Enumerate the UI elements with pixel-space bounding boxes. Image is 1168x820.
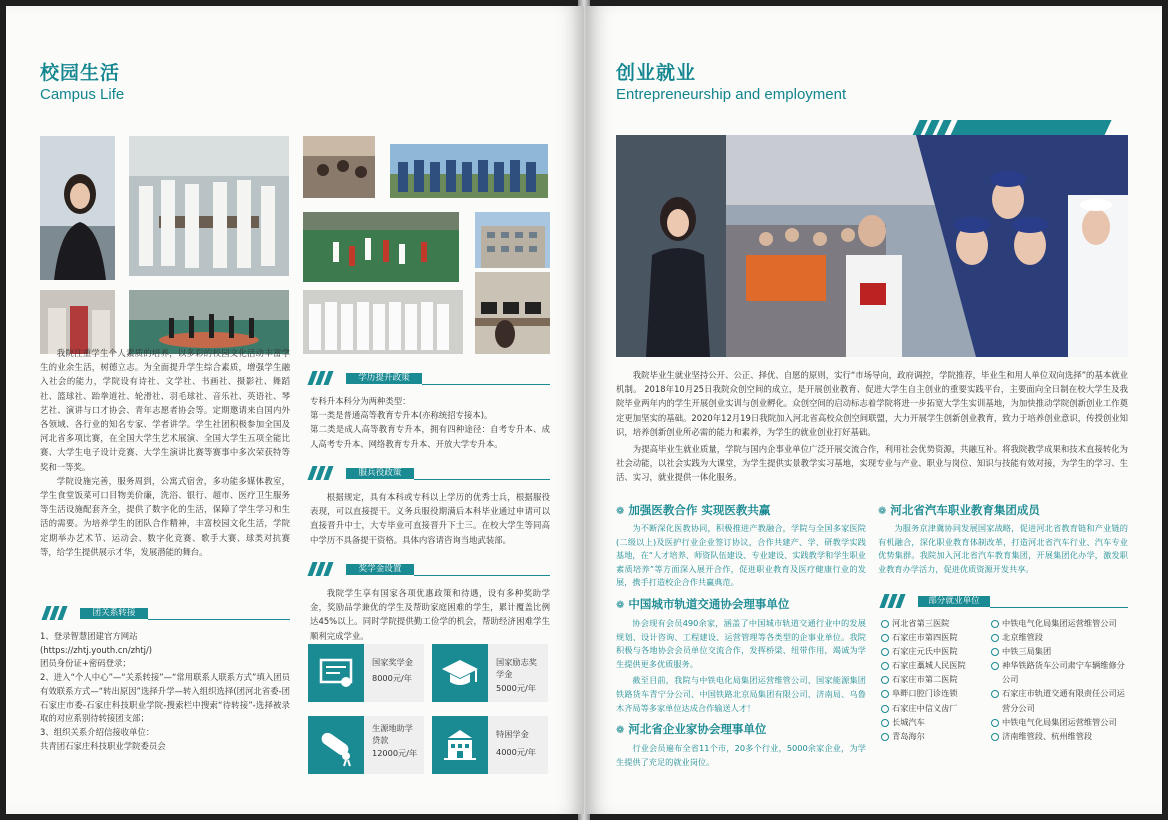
list-item: 石家庄中信义齿厂	[880, 701, 992, 715]
page-title: 创业就业	[616, 62, 697, 84]
campus-intro	[40, 346, 290, 559]
section-xueli-label: 学历提升政策	[346, 373, 422, 384]
gear-icon: ❁	[616, 725, 625, 736]
gear-icon: ❁	[616, 506, 625, 517]
section-fubing	[306, 466, 550, 480]
jiang-paragraph: 我院学生享有国家各项优惠政策和待遇，设有多种奖助学金，奖励品学兼优的学生及帮助家庭困难的学生，累计覆盖比例达45%以上。同时学院提供勤工俭学的机会，帮助经济困难学生顺利完成学业。	[310, 588, 550, 641]
campus-intro-p1: 我院注重学生个人素质的培养，以多彩的校园文化活动丰富学生的业余生活，树德立志。为全面提升学生综合素质，增强学生融入社会的能力，学院设有诗社、文学社、书画社、摄影社、舞蹈社、篮球社、跆拳道社、轮滑社、羽毛球社、音乐社、英语社、琴艺社、演讲与口才协会、青年志愿者协会等。定期邀请来自国内外各领域、各行业的知名专家、学者讲学。学生社团积极参加全国及河北省多项比赛，在全国大学生艺术展演、全国大学生五项全能比赛、大学生电子设计竞赛、大学生演讲比赛等赛事中多次荣获特等奖和一等奖。	[40, 348, 290, 472]
xueli-line: 第二类是成人高等教育专升本，拥有四种途径：自考专升本、成人高考专升本、网络教育专升本、开放大学专升本。	[310, 424, 550, 449]
list-item: 石家庄市第四医院	[880, 630, 992, 644]
photo-building	[475, 212, 550, 268]
list-item: 中铁电气化局集团运营维管公司	[990, 715, 1130, 729]
medical-paragraph: 为不断深化医教协同，积极推进产教融合，学院与全国多家医院(二级以上)及医护行业企业签订协议，合作共建产、学、研教学实践基地，在“人才培养、师资队伍建设、专业建设、实践教学和学生职业素质培养”等方面深入展开合作，促进职业教育及医疗健康行业的发展，携手打造校企合作共赢典范。	[616, 523, 866, 588]
list-item: 中铁电气化局集团运营维管公司	[990, 616, 1130, 630]
list-item: 中铁三局集团	[990, 644, 1130, 658]
left-page	[6, 6, 584, 814]
photo-computer-lab	[475, 272, 550, 354]
subheading-auto-text: 河北省汽车职业教育集团成员	[890, 503, 1040, 517]
tuan-line: 1、登录智慧团建官方网站	[40, 631, 138, 641]
subheading-rail	[616, 596, 789, 612]
list-item: 石家庄元氏中医院	[880, 644, 992, 658]
scholarship-name: 国家奖学金	[372, 657, 413, 667]
section-xueli	[306, 371, 550, 385]
list-item: 河北省第三医院	[880, 616, 992, 630]
subheading-medical	[616, 502, 770, 518]
list-item: 石家庄市轨道交通有限责任公司运营分公司	[990, 686, 1130, 714]
scholarship-card	[432, 716, 548, 774]
list-item: 石家庄市第二医院	[880, 672, 992, 686]
tuan-line: 团员身份证+密码登录；	[40, 658, 131, 669]
scholarship-amount: 4000元/年	[496, 747, 536, 757]
section-jiang-label: 奖学金设置	[346, 564, 414, 575]
subheading-entrepreneur-text: 河北省企业家协会理事单位	[628, 722, 767, 736]
units-list-right	[990, 616, 1130, 743]
diploma-scroll-icon	[308, 716, 364, 774]
page-title: 校园生活	[40, 62, 121, 84]
medical-text	[616, 522, 866, 590]
photo-group-outdoor	[390, 144, 548, 198]
tuan-line: 共青团石家庄科技职业学院委员会	[40, 740, 166, 751]
photo-ethnic-dance	[40, 290, 115, 354]
gear-icon: ❁	[878, 506, 887, 517]
school-building-icon	[432, 716, 488, 774]
photo-employment-collage	[616, 135, 1128, 357]
photo-student-portrait	[40, 136, 115, 280]
gear-icon: ❁	[616, 600, 625, 611]
scholarship-name: 生源地助学贷款	[372, 723, 413, 745]
xueli-text	[310, 394, 550, 451]
rail-text	[616, 617, 866, 715]
photo-classroom	[303, 136, 375, 198]
page-subtitle: Entrepreneurship and employment	[616, 86, 847, 103]
photo-nurse-ceremony	[303, 290, 463, 354]
entrepreneur-paragraph: 行业会员遍布全省11个市，20多个行业，5000余家企业，为学生提供了充足的就业岗位。	[616, 743, 866, 767]
units-list-left	[880, 616, 992, 743]
list-item: 北京维管段	[990, 630, 1130, 644]
tuan-line: 2、进入“个人中心”—“关系转接”—“常用联系人联系方式”填入团员有效联系方式—“转出原因”选择升学—转入组织选择(团河北省委-团石家庄市委-石家庄科技职业学院-搜索栏中搜索“待转接”-选择被录取的对应系别待转接团支部；	[40, 672, 290, 724]
list-item: 长城汽车	[880, 715, 992, 729]
list-item: 济南维管段、杭州维管段	[990, 729, 1130, 743]
section-units-label: 部分就业单位	[918, 596, 990, 607]
page-subtitle: Campus Life	[40, 86, 125, 103]
photo-nursing-practice	[129, 136, 289, 276]
fubing-paragraph: 根据规定，具有本科或专科以上学历的优秀士兵，根据服役表现，可以直接提干。义务兵服役期满后本科毕业通过申请可以直接晋升中士，大专毕业可直接晋升下士三。在校大学生等同高中学历不具备提干资格。具体内容请咨询当地武装部。	[310, 492, 550, 545]
section-units	[878, 594, 1128, 608]
jiang-text	[310, 586, 550, 643]
tuan-steps	[40, 630, 290, 753]
entrepreneur-text	[616, 742, 866, 769]
certificate-icon	[308, 644, 364, 702]
section-tuan-label: 团关系转接	[80, 608, 148, 619]
tuan-line: 3、组织关系介绍信接收单位：	[40, 726, 155, 737]
subheading-rail-text: 中国城市轨道交通协会理事单位	[628, 597, 790, 611]
subheading-auto	[878, 502, 1040, 518]
list-item: 阜畔口腔门诊连锁	[880, 686, 992, 700]
scholarship-card	[308, 644, 424, 702]
rail-paragraph: 截至目前，我院与中铁电化局集团运营维管公司、国家能源集团铁路货车青宁分公司、中国铁路北京局集团有限公司、济南局、乌鲁木齐局等多家单位达成合作输送人才！	[616, 675, 866, 713]
auto-text	[878, 522, 1128, 576]
right-page	[586, 6, 1162, 814]
section-fubing-label: 服兵役政策	[346, 468, 414, 479]
employment-intro	[616, 368, 1128, 485]
scholarship-card	[308, 716, 424, 774]
fubing-text	[310, 490, 550, 547]
scholarship-amount: 5000元/年	[496, 683, 536, 693]
list-item: 青岛海尔	[880, 729, 992, 743]
xueli-line: 专科升本科分为两种类型：	[310, 396, 411, 406]
auto-paragraph: 为服务京津冀协同发展国家战略，促进河北省教育链和产业链的有机融合，深化职业教育体制改革，打造河北省汽车行业、汽车专业优势集群。我院加入河北省汽车教育集团，开展集团化办学，激发职业教育办学活力，促进优质资源开发共享。	[878, 523, 1128, 574]
scholarship-name: 国家励志奖学金	[496, 657, 537, 679]
employment-intro-p1: 我院毕业生就业坚持公开、公正、择优、自愿的原则，实行“市场导向，政府调控，学院推荐，毕业生和用人单位双向选择”的基本就业机制。 2018年10月25日我院众创空间的成立，是开展创业教育、促进大学生自主创业的重要实践平台，主要面向全日制在校大学生及我院毕业两年内的学生开展创业实训与创业孵化。众创空间的启动标志着学院将进一步拓宽大学生实训基地，为加快推动学院创新创业工作奠定更加坚实的基础。2020年12月19日我院加入河北省高校众创空间联盟，大力开展学生创新创业教育，致力于培养创业意识，传授创业知识，培养创新创业所必需的能力和素养，为学生的就业创业打好基础。	[616, 370, 1128, 437]
scholarship-card	[432, 644, 548, 702]
graduation-cap-icon	[432, 644, 488, 702]
employment-intro-p2: 为提高毕业生就业质量，学院与国内企事业单位广泛开展交流合作，利用社会优势资源，共融互补。将我院教学成果和技术直接转化为社会动能，以社会实践为大课堂，为学生提供实景教学实习基地，实现专业与产业、职业与岗位、知识与技能有效对接，为学生的学习、生活、实习，就业提供一体化服务。	[616, 444, 1128, 483]
photo-basketball	[303, 212, 459, 282]
section-jiang	[306, 562, 550, 576]
rail-paragraph: 协会现有会员490余家，涵盖了中国城市轨道交通行业中的发展规划、设计咨询、工程建设、运营管理等各类型的企事业单位。我院积极与各地协会会员单位交流合作，发挥桥梁、纽带作用，竭诚为学生提供更多优质服务。	[616, 618, 866, 669]
scholarship-name: 特困学金	[496, 729, 529, 739]
list-item: 神华铁路货车公司肃宁车辆维修分公司	[990, 658, 1130, 686]
subheading-entrepreneur	[616, 721, 766, 737]
scholarship-amount: 8000元/年	[372, 673, 412, 683]
subheading-medical-text: 加强医教合作 实现医教共赢	[628, 503, 771, 517]
tuan-line: (https://zhtj.youth.cn/zhtj/)	[40, 644, 153, 655]
campus-intro-p2: 学院设施完善，服务周到，公寓式宿舍，多功能多媒体教室，学生食堂饭菜可口目物美价廉，洗浴、银行、超市、医疗卫生服务等生活设施配套齐全，提供了数字化的生活，保障了学生学习和生活的需要。为培养学生的团队合作精神，丰富校园文化生活，学院定期举办艺术节、运动会、数字化竞赛、歌手大赛、球类对抗赛等，给学生提供展示才华，发展潜能的舞台。	[40, 475, 290, 557]
scholarship-amount: 12000元/年	[372, 748, 418, 758]
list-item: 石家庄藁城人民医院	[880, 658, 992, 672]
section-tuan	[40, 606, 290, 620]
xueli-line: 第一类是普通高等教育专升本(亦称统招专接本)。	[310, 410, 493, 421]
photo-performance-court	[129, 290, 289, 354]
